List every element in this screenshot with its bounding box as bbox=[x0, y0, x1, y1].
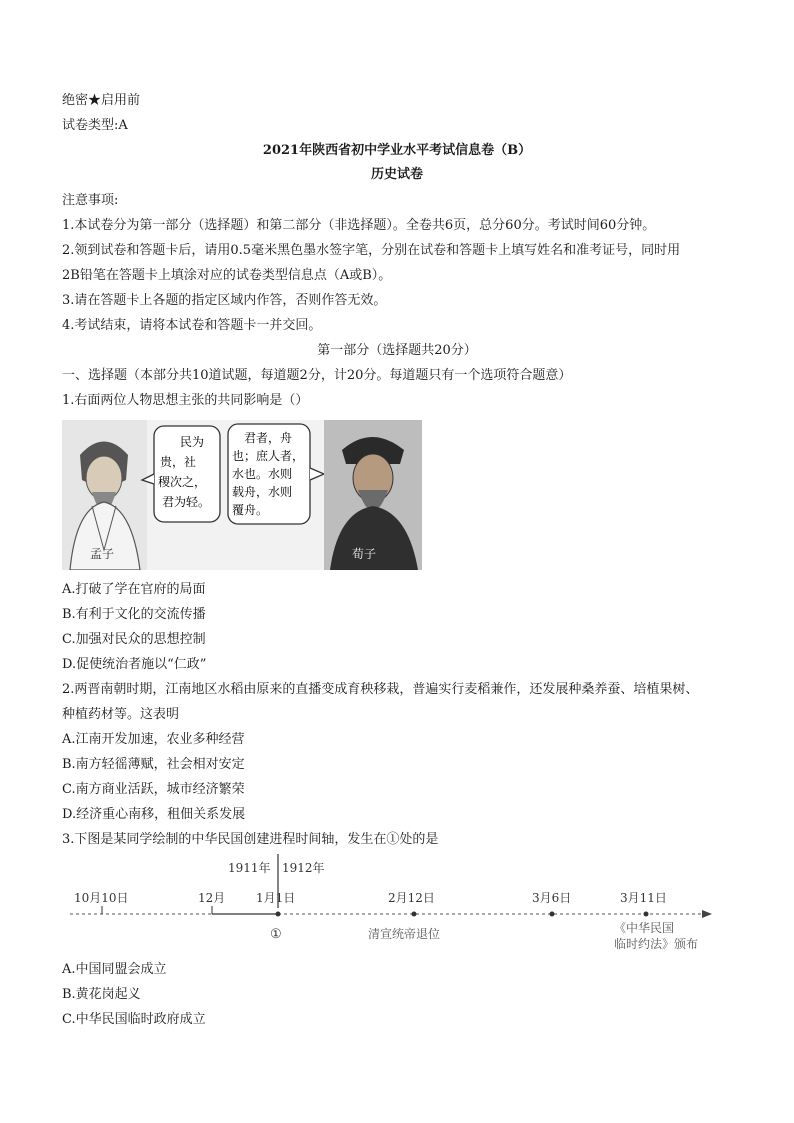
mencius-quote-line: 君为轻。 bbox=[162, 495, 211, 509]
date-label: 12月 bbox=[198, 891, 226, 905]
subject-title: 历史试卷 bbox=[370, 167, 423, 182]
mencius-quote-line: 民为 bbox=[180, 435, 205, 449]
question-2-stem-cont: 种植药材等。这表明 bbox=[62, 707, 180, 722]
part1-heading: 第一部分（选择题共20分） bbox=[317, 343, 477, 358]
marker-circled-one: ① bbox=[270, 927, 282, 942]
mencius-name: 孟子 bbox=[90, 547, 115, 561]
tick-mar6 bbox=[550, 912, 555, 917]
date-label: 1月1日 bbox=[256, 891, 296, 905]
note-item: 4.考试结束，请将本试卷和答题卡一并交回。 bbox=[62, 318, 322, 333]
year-label-1911: 1911年 bbox=[228, 861, 271, 875]
mencius-speech-bubble bbox=[142, 426, 220, 522]
question-1-stem: 1.右面两位人物思想主张的共同影响是（） bbox=[62, 393, 309, 408]
option: D.促使统治者施以“仁政” bbox=[62, 657, 207, 672]
xunzi-speech-bubble bbox=[228, 424, 324, 524]
question-3-stem: 3.下图是某同学绘制的中华民国创建进程时间轴，发生在①处的是 bbox=[62, 832, 439, 847]
option: B.南方轻徭薄赋，社会相对安定 bbox=[62, 757, 245, 772]
event-mar11-line2: 临时约法》颁布 bbox=[614, 937, 699, 951]
option: A.中国同盟会成立 bbox=[62, 962, 167, 977]
secret-label: 绝密★启用前 bbox=[62, 93, 141, 108]
timeline-arrow bbox=[702, 910, 712, 918]
xunzi-name: 荀子 bbox=[352, 547, 377, 561]
option: B.黄花岗起义 bbox=[62, 987, 141, 1002]
option: B.有利于文化的交流传播 bbox=[62, 607, 206, 622]
option: C.中华民国临时政府成立 bbox=[62, 1012, 206, 1027]
xunzi-quote-line: 覆舟。 bbox=[232, 503, 269, 517]
xunzi-quote-line: 也；庶人者， bbox=[232, 449, 305, 463]
mencius-quote-line: 稷次之， bbox=[158, 475, 207, 489]
year-label-1912: 1912年 bbox=[282, 861, 325, 875]
date-label: 10月10日 bbox=[74, 891, 129, 905]
section-heading: 一、选择题（本部分共10道试题，每道题2分，计20分。每道题只有一个选项符合题意） bbox=[62, 368, 572, 383]
option: C.南方商业活跃，城市经济繁荣 bbox=[62, 782, 245, 797]
note-item: 1.本试卷分为第一部分（选择题）和第二部分（非选择题）。全卷共6页，总分60分。考试时间60分钟。 bbox=[62, 218, 656, 233]
option: C.加强对民众的思想控制 bbox=[62, 632, 206, 647]
tick-jan1 bbox=[276, 912, 281, 917]
option: D.经济重心南移，租佃关系发展 bbox=[62, 807, 246, 822]
note-item: 3.请在答题卡上各题的指定区域内作答，否则作答无效。 bbox=[62, 293, 387, 308]
option: A.江南开发加速，农业多种经营 bbox=[62, 732, 245, 747]
timeline-diagram bbox=[62, 850, 734, 960]
date-label: 2月12日 bbox=[388, 891, 435, 905]
exam-title: 2021年陕西省初中学业水平考试信息卷（B） bbox=[262, 143, 532, 158]
event-mar11-line1: 《中华民国 bbox=[614, 921, 675, 935]
mencius-quote-line: 贵，社 bbox=[160, 455, 197, 469]
tick-feb12 bbox=[412, 912, 417, 917]
tick-mar11 bbox=[644, 912, 649, 917]
question-2-stem: 2.两晋南朝时期，江南地区水稻由原来的直播变成育秧移栽，普遍实行麦稻兼作，还发展种桑养蚕、培植果树、 bbox=[62, 682, 699, 697]
xunzi-quote-line: 君者，舟 bbox=[244, 431, 293, 445]
xunzi-quote-line: 载舟，水则 bbox=[232, 485, 293, 499]
event-feb12: 清宣统帝退位 bbox=[368, 927, 441, 941]
note-item: 2B铅笔在答题卡上填涂对应的试卷类型信息点（A或B）。 bbox=[62, 268, 392, 283]
option: A.打破了学在官府的局面 bbox=[62, 582, 206, 597]
notes-heading: 注意事项: bbox=[62, 193, 119, 208]
date-label: 3月11日 bbox=[620, 891, 667, 905]
note-item: 2.领到试卷和答题卡后，请用0.5毫米黑色墨水签字笔，分别在试卷和答题卡上填写姓名和准考证号，同时用 bbox=[62, 243, 681, 258]
q1-illustration bbox=[62, 420, 422, 570]
xunzi-quote-line: 水也。水则 bbox=[232, 467, 293, 481]
date-label: 3月6日 bbox=[532, 891, 572, 905]
paper-type: 试卷类型:A bbox=[62, 118, 128, 133]
